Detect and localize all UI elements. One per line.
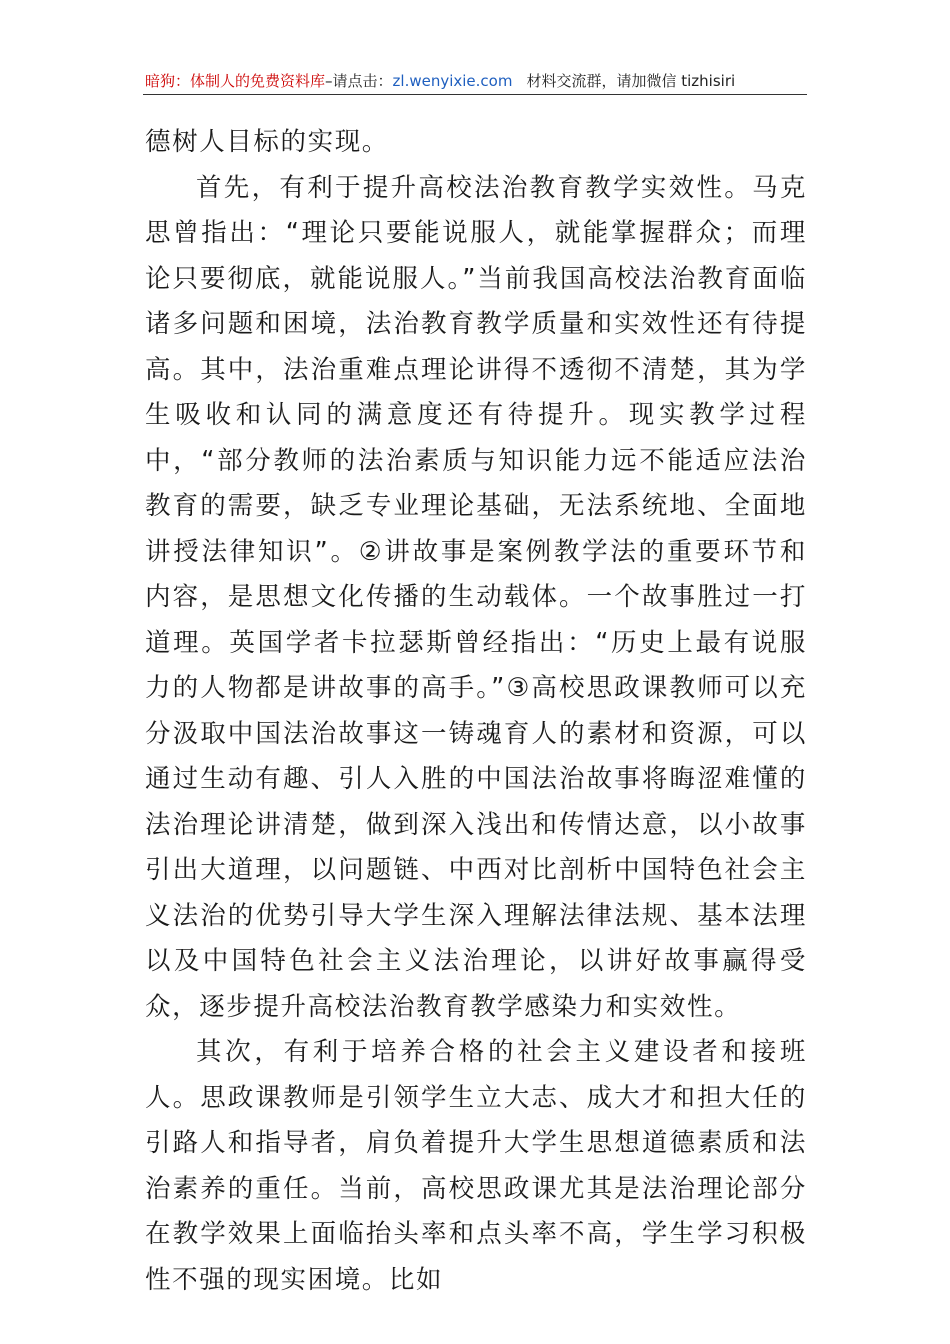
document-body <box>145 120 807 1303</box>
paragraph-first-point: 首先，有利于提升高校法治教育教学实效性。马克思曾指出：“理论只要能说服人，就能掌握群众；而理论只要彻底，就能说服人。”当前我国高校法治教育面临诸多问题和困境，法治教育教学质量和实效性还有待提高。其中，法治重难点理论讲得不透彻不清楚，其为学生吸收和认同的满意度还有待提升。现实教学过程中，“部分教师的法治素质与知识能力远不能适应法治教育的需要，缺乏专业理论基础，无法系统地、全面地讲授法律知识”。②讲故事是案例教学法的重要环节和内容，是思想文化传播的生动载体。一个故事胜过一打道理。英国学者卡拉瑟斯曾经指出：“历史上最有说服力的人物都是讲故事的高手。”③高校思政课教师可以充分汲取中国法治故事这一铸魂育人的素材和资源，可以通过生动有趣、引人入胜的中国法治故事将晦涩难懂的法治理论讲清楚，做到深入浅出和传情达意，以小故事引出大道理，以问题链、中西对比剖析中国特色社会主义法治的优势引导大学生深入理解法律法规、基本法理以及中国特色社会主义法治理论，以讲好故事赢得受众，逐步提升高校法治教育教学感染力和实效性。 <box>145 172 807 1022</box>
header-brand-text: 暗狗：体制人的免费资料库 <box>145 72 326 90</box>
header-site-link[interactable]: zl.wenyixie.com <box>392 72 513 90</box>
paragraph-continuation: 德树人目标的实现。 <box>145 127 389 157</box>
page-header <box>145 68 807 94</box>
header-click-prompt: –请点击： <box>325 72 393 90</box>
header-wechat-note: 材料交流群，请加微信 tizhisiri <box>526 72 736 90</box>
paragraph-second-point: 其次，有利于培养合格的社会主义建设者和接班人。思政课教师是引领学生立大志、成大才和担大任的引路人和指导者，肩负着提升大学生思想道德素质和法治素养的重任。当前，高校思政课尤其是法治理论部分在教学效果上面临抬头率和点头率不高，学生学习积极性不强的现实困境。比如 <box>145 1037 807 1295</box>
header-divider <box>143 94 807 95</box>
